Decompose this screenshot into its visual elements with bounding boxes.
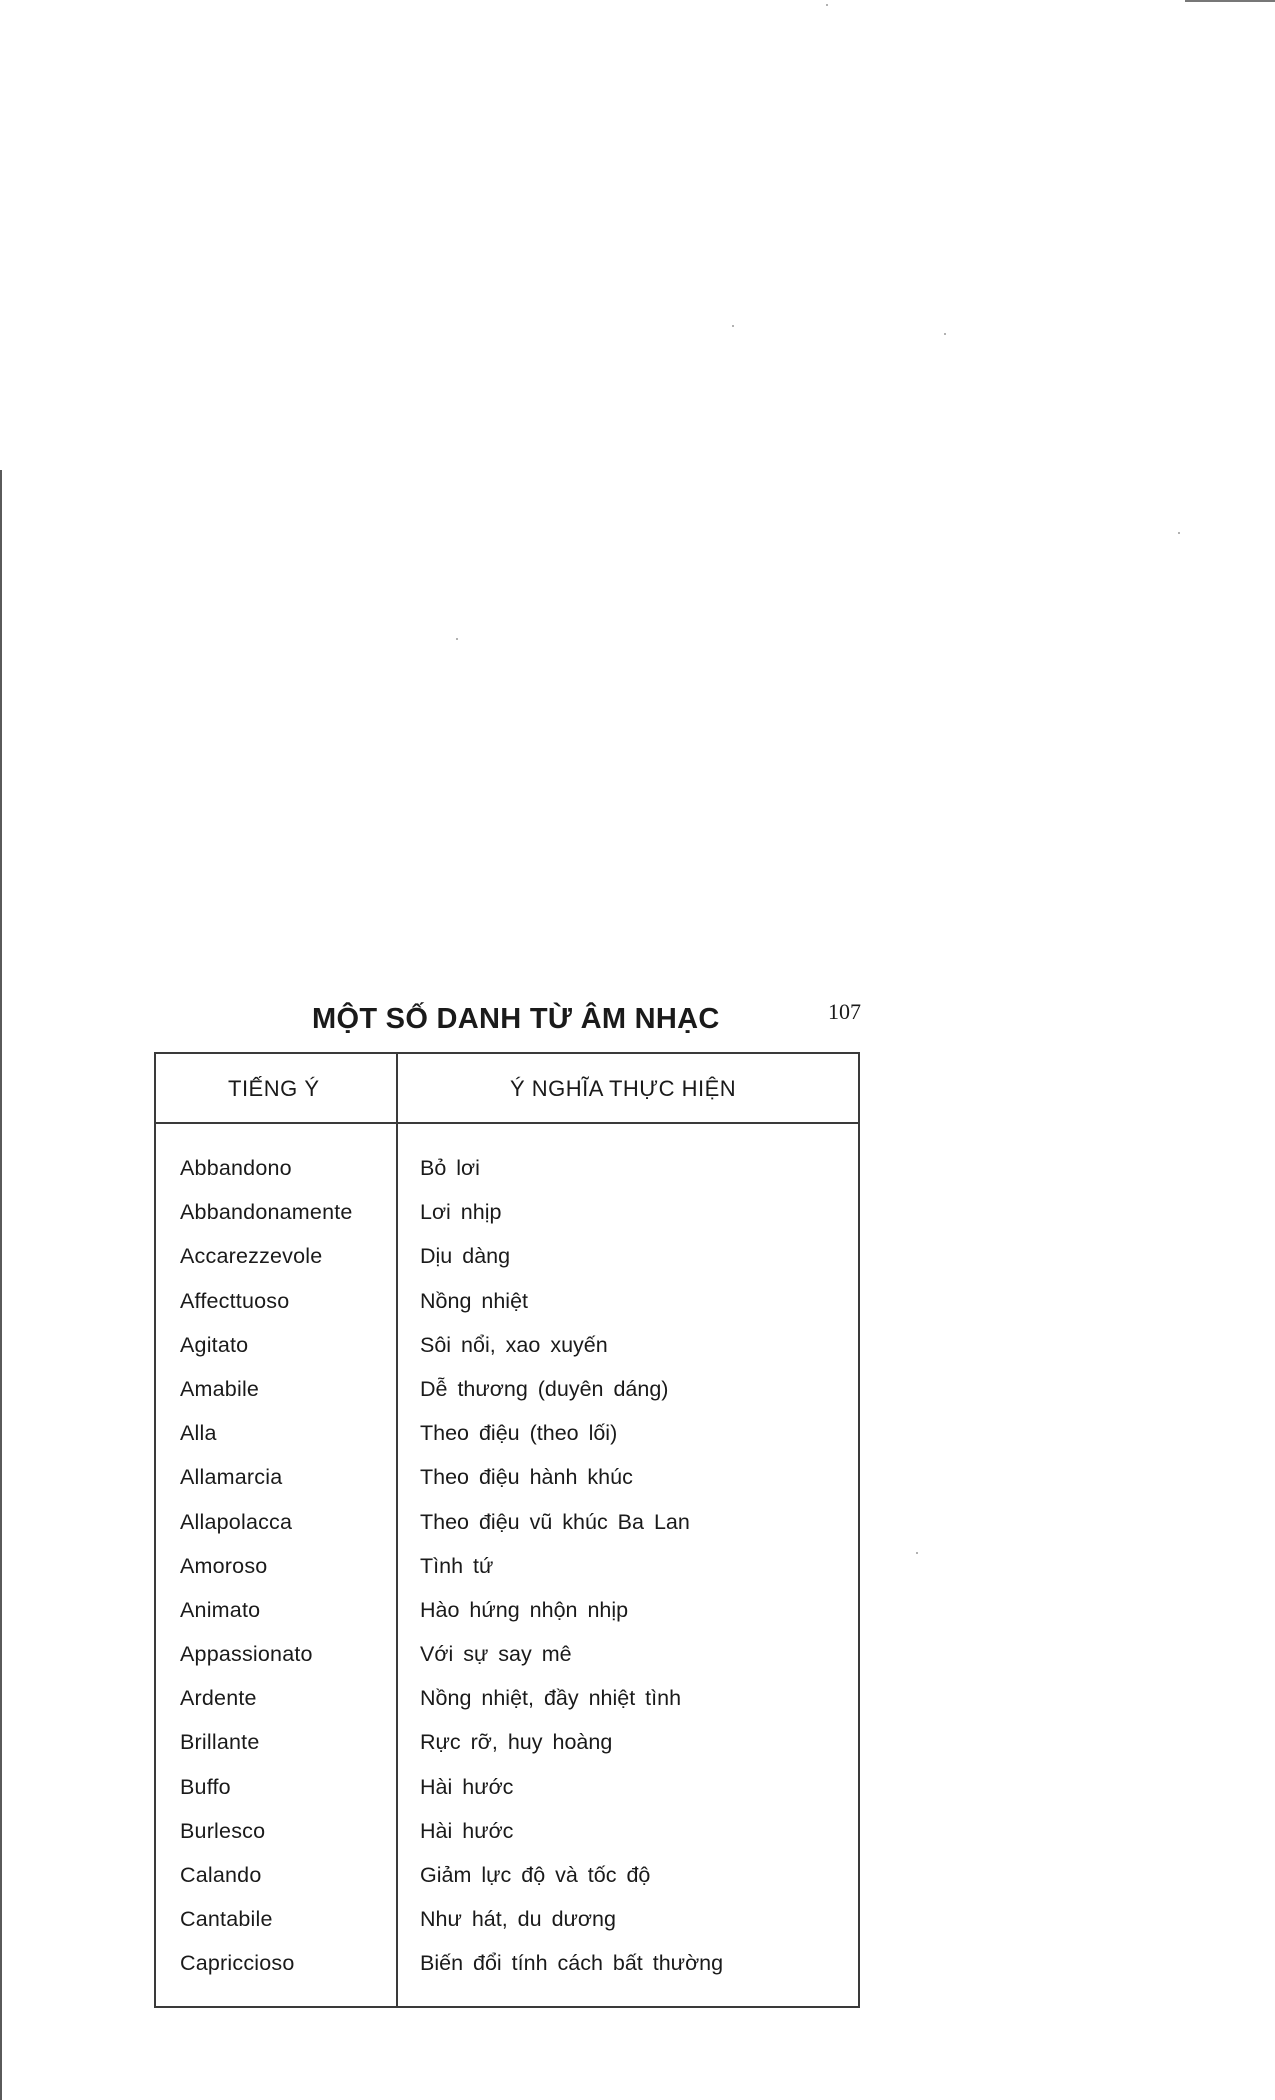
- header-meaning: Ý NGHĨA THỰC HIỆN: [510, 1076, 737, 1101]
- header-rule: [156, 1122, 858, 1124]
- scan-speck: [826, 4, 828, 6]
- term-cell: Accarezzevole: [180, 1244, 323, 1269]
- meaning-cell: Bỏ lơi: [420, 1156, 480, 1180]
- table-row: [156, 1421, 858, 1465]
- table-row: [156, 1775, 858, 1819]
- scan-speck: [456, 638, 458, 640]
- table-row: [156, 1642, 858, 1686]
- meaning-cell: Theo điệu hành khúc: [420, 1465, 633, 1490]
- meaning-cell: Nồng nhiệt: [420, 1288, 528, 1313]
- meaning-cell: Hài hước: [420, 1774, 514, 1799]
- glossary-table: [154, 1052, 860, 2008]
- scan-speck: [944, 333, 946, 335]
- page-number: 107: [828, 999, 861, 1024]
- term-cell: Agitato: [180, 1332, 249, 1357]
- term-cell: Appassionato: [180, 1642, 313, 1667]
- scan-speck: [916, 1552, 918, 1554]
- table-row: [156, 1863, 858, 1907]
- table-row: [156, 1377, 858, 1421]
- table-row: [156, 1951, 858, 1995]
- table-body: [156, 1156, 858, 1996]
- table-row: [156, 1554, 858, 1598]
- term-cell: Amabile: [180, 1376, 260, 1401]
- table-row: [156, 1907, 858, 1951]
- table-row: [156, 1465, 858, 1509]
- term-cell: Allamarcia: [180, 1465, 283, 1490]
- term-cell: Abbandono: [180, 1156, 292, 1180]
- meaning-cell: Nồng nhiệt, đầy nhiệt tình: [420, 1686, 682, 1711]
- meaning-cell: Tình tứ: [420, 1553, 494, 1578]
- meaning-cell: Hài hước: [420, 1818, 514, 1843]
- meaning-cell: Theo điệu vũ khúc Ba Lan: [420, 1509, 690, 1534]
- term-cell: Capriccioso: [180, 1951, 295, 1976]
- meaning-cell: Sôi nổi, xao xuyến: [420, 1332, 608, 1357]
- term-cell: Alla: [180, 1421, 217, 1446]
- table-row: [156, 1819, 858, 1863]
- term-cell: Amoroso: [180, 1553, 268, 1578]
- table-row: [156, 1200, 858, 1244]
- term-cell: Buffo: [180, 1774, 231, 1799]
- meaning-cell: Giảm lực độ và tốc độ: [420, 1863, 651, 1887]
- term-cell: Animato: [180, 1597, 261, 1622]
- header-italian: TIẾNG Ý: [228, 1076, 320, 1101]
- table-row: [156, 1333, 858, 1377]
- meaning-cell: Dễ thương (duyên dáng): [420, 1376, 669, 1401]
- meaning-cell: Theo điệu (theo lối): [420, 1421, 618, 1446]
- scan-speck: [732, 325, 734, 327]
- table-row: [156, 1289, 858, 1333]
- table-row: [156, 1730, 858, 1774]
- term-cell: Ardente: [180, 1686, 257, 1711]
- scan-speck: [1178, 532, 1180, 534]
- meaning-cell: Lơi nhịp: [420, 1200, 502, 1225]
- table-row: [156, 1686, 858, 1730]
- page-title: MỘT SỐ DANH TỪ ÂM NHẠC: [312, 1003, 720, 1035]
- meaning-cell: Rực rỡ, huy hoàng: [420, 1730, 613, 1755]
- term-cell: Brillante: [180, 1730, 260, 1755]
- meaning-cell: Hào hứng nhộn nhịp: [420, 1597, 629, 1622]
- scan-edge: [0, 470, 2, 2100]
- meaning-cell: Như hát, du dương: [420, 1907, 616, 1932]
- table-row: [156, 1156, 858, 1200]
- term-cell: Allapolacca: [180, 1509, 293, 1534]
- term-cell: Calando: [180, 1863, 262, 1887]
- term-cell: Abbandonamente: [180, 1200, 353, 1225]
- table-row: [156, 1598, 858, 1642]
- term-cell: Affecttuoso: [180, 1288, 290, 1313]
- meaning-cell: Với sự say mê: [420, 1642, 572, 1667]
- scan-top-rule: [1185, 0, 1275, 2]
- table-row: [156, 1510, 858, 1554]
- term-cell: Cantabile: [180, 1907, 273, 1932]
- meaning-cell: Biến đổi tính cách bất thường: [420, 1951, 724, 1976]
- meaning-cell: Dịu dàng: [420, 1244, 511, 1269]
- term-cell: Burlesco: [180, 1818, 266, 1843]
- table-row: [156, 1244, 858, 1288]
